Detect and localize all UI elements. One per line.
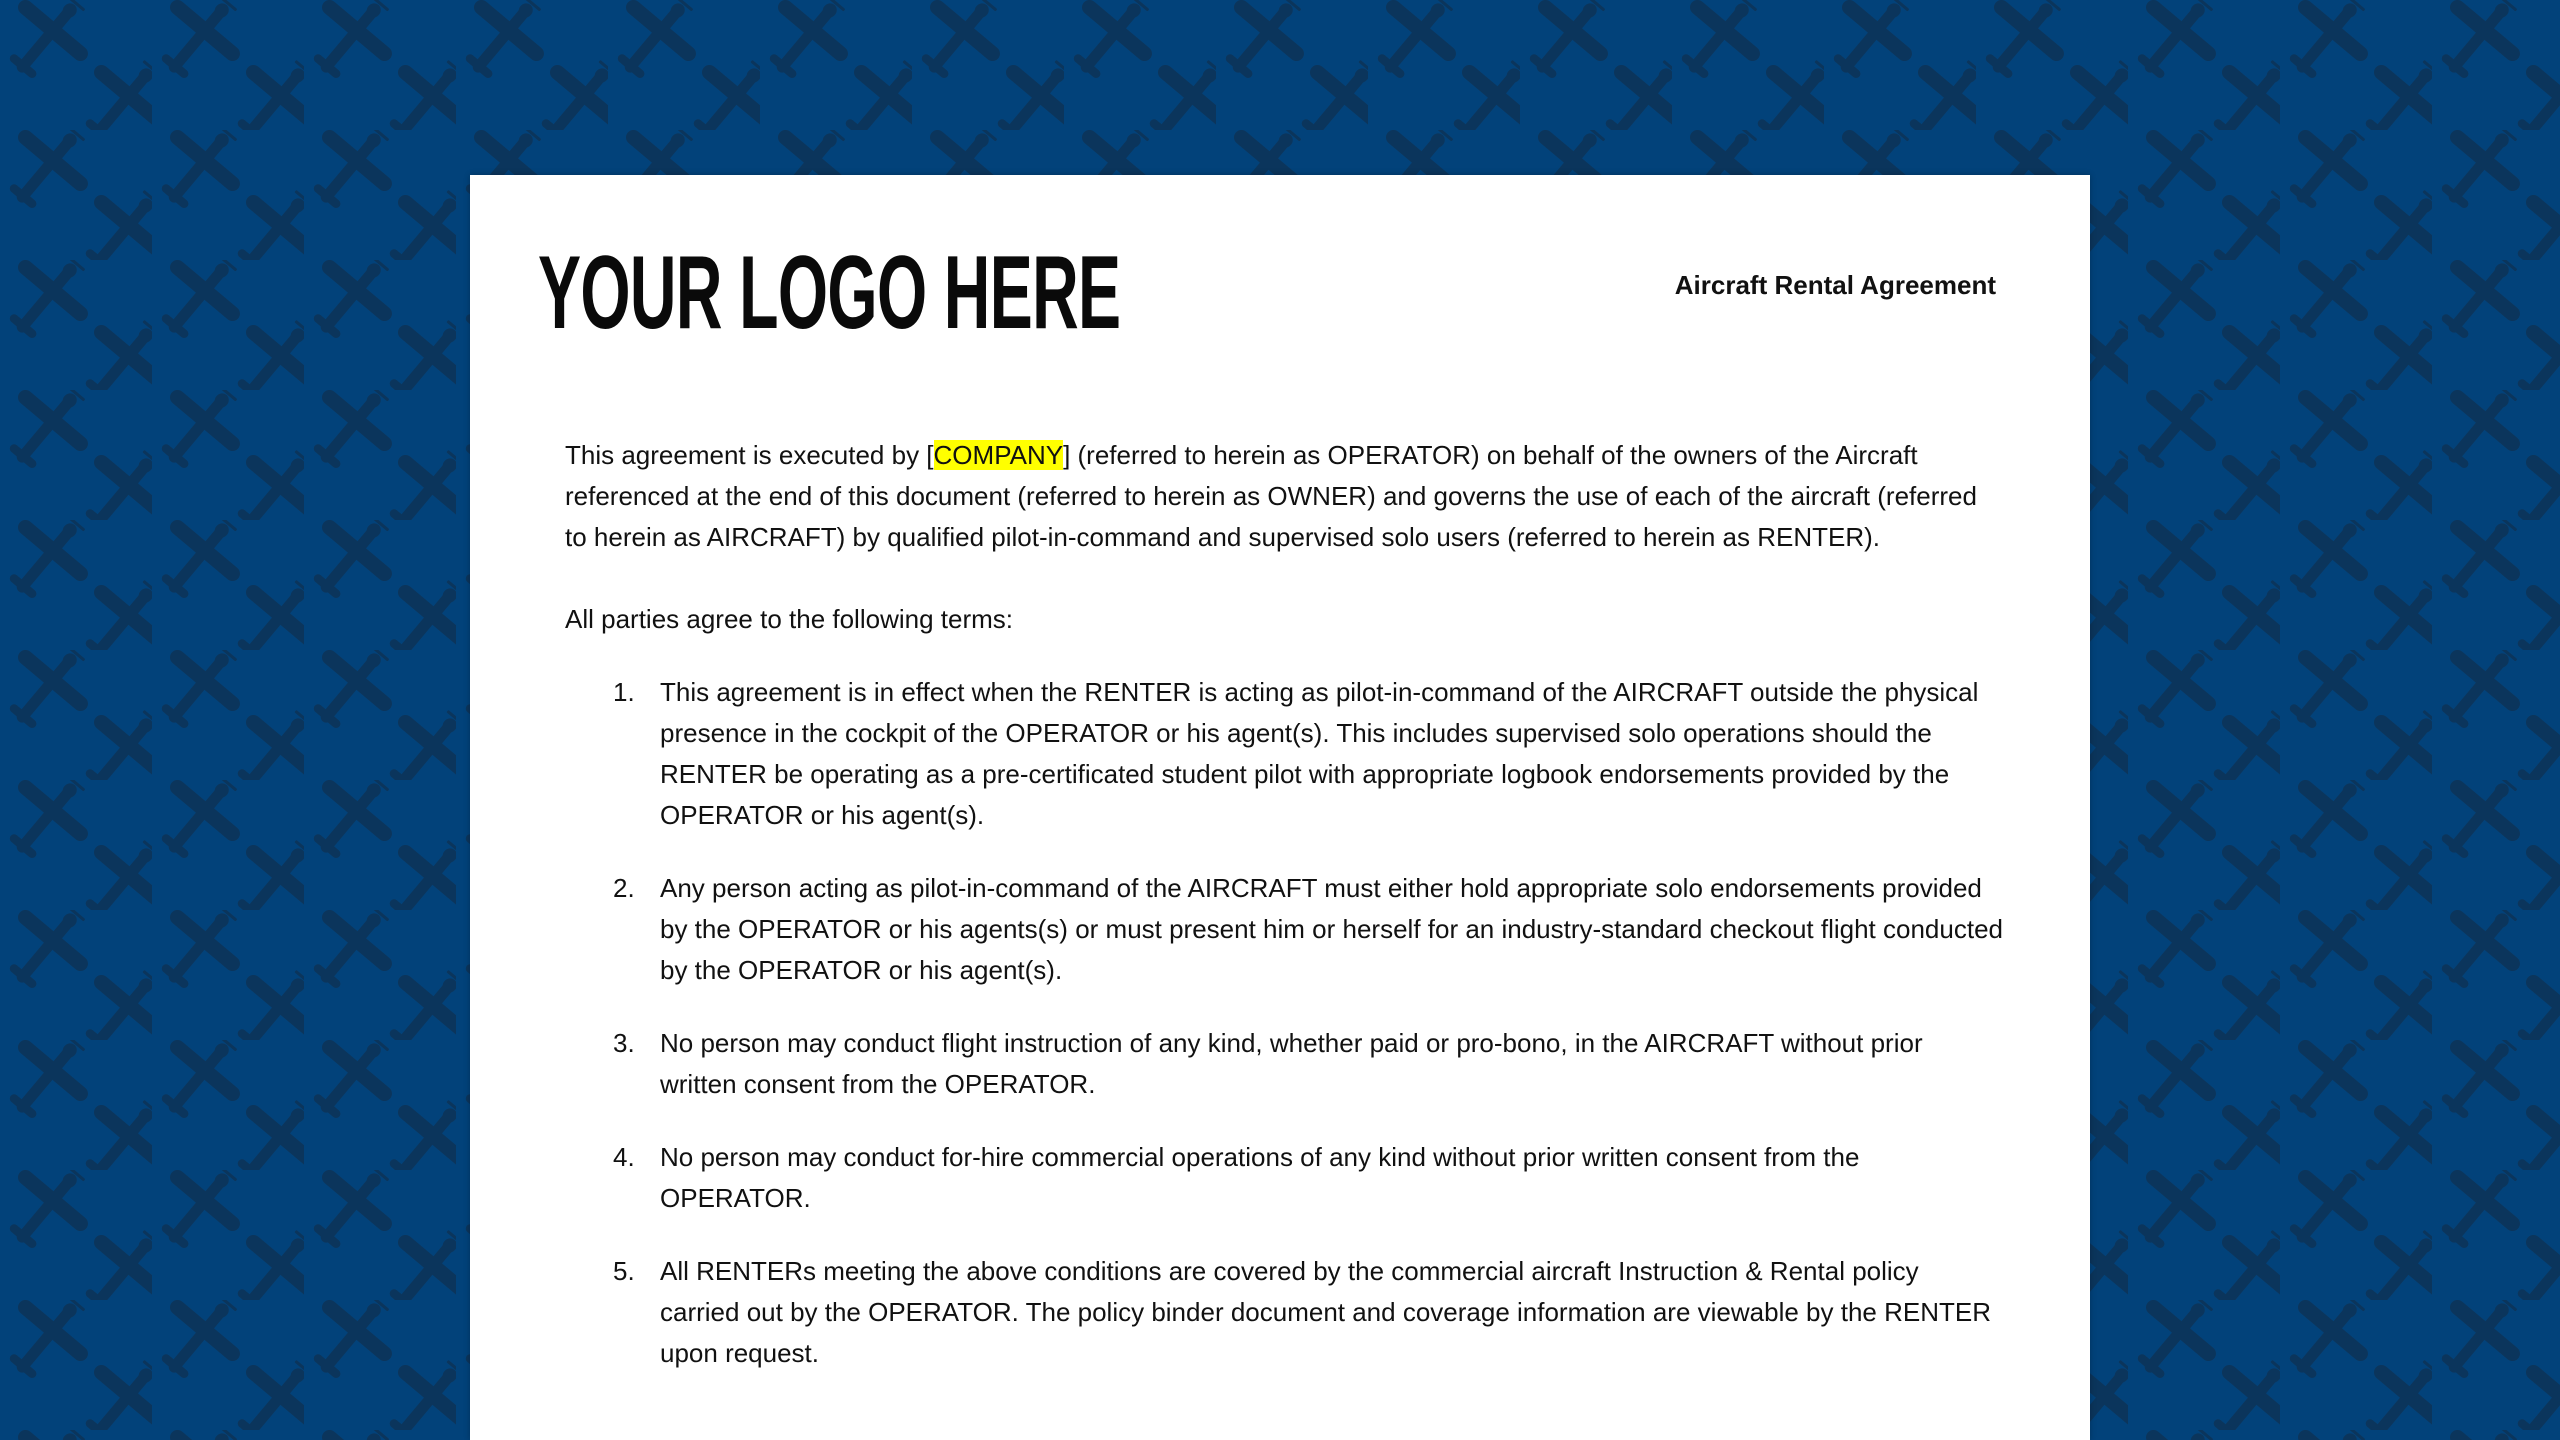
list-item-text: No person may conduct for-hire commercial operations of any kind without prior written consent from the OPERATOR.	[660, 1142, 1860, 1213]
list-item	[565, 1137, 2005, 1219]
list-item-number: 5.	[613, 1256, 635, 1286]
list-item-text: All RENTERs meeting the above conditions are covered by the commercial aircraft Instruction & Rental policy carried out by the OPERATOR. The policy binder document and coverage information are viewable by the RENTER upon request.	[660, 1256, 1991, 1368]
list-item-number: 4.	[613, 1142, 635, 1172]
intro-text-before: This agreement is executed by [	[565, 440, 934, 470]
list-item-number: 2.	[613, 873, 635, 903]
list-item-text: Any person acting as pilot-in-command of the AIRCRAFT must either hold appropriate solo endorsements provided by the OPERATOR or his agents(s) or must present him or herself for an industry-standard checkout flight conducted by the OPERATOR or his agent(s).	[660, 873, 2003, 985]
document-title: Aircraft Rental Agreement	[1674, 270, 1996, 300]
list-item-text: No person may conduct flight instruction of any kind, whether paid or pro-bono, in the AIRCRAFT without prior written consent from the OPERATOR.	[660, 1028, 1923, 1099]
list-item	[565, 672, 2005, 836]
list-item	[565, 1251, 2005, 1374]
logo-placeholder: YOUR LOGO HERE	[538, 235, 1121, 351]
list-item-text: This agreement is in effect when the RENTER is acting as pilot-in-command of the AIRCRAFT outside the physical presence in the cockpit of the OPERATOR or his agent(s). This includes supervised solo operations should the RENTER be operating as a pre-certificated student pilot with appropriate logbook endorsements provided by the OPERATOR or his agent(s).	[660, 677, 1979, 830]
intro-paragraph	[565, 435, 2005, 558]
intro-text-after: ] (referred to herein as OPERATOR) on behalf of the owners of the Aircraft referenced at the end of this document (referred to herein as OWNER) and governs the use of each of the aircraft (referred to herein as AIRCRAFT) by qualified pilot-in-command and supervised solo users (referred to herein as RENTER).	[565, 440, 1977, 552]
list-item	[565, 1023, 2005, 1105]
list-item	[565, 868, 2005, 991]
document-body	[565, 435, 2005, 1406]
company-placeholder-highlight: COMPANY	[933, 440, 1064, 470]
list-item-number: 3.	[613, 1028, 635, 1058]
list-item-number: 1.	[613, 677, 635, 707]
terms-lead-in: All parties agree to the following terms:	[565, 604, 1013, 634]
terms-list	[565, 672, 2005, 1374]
document-page	[470, 175, 2090, 1440]
